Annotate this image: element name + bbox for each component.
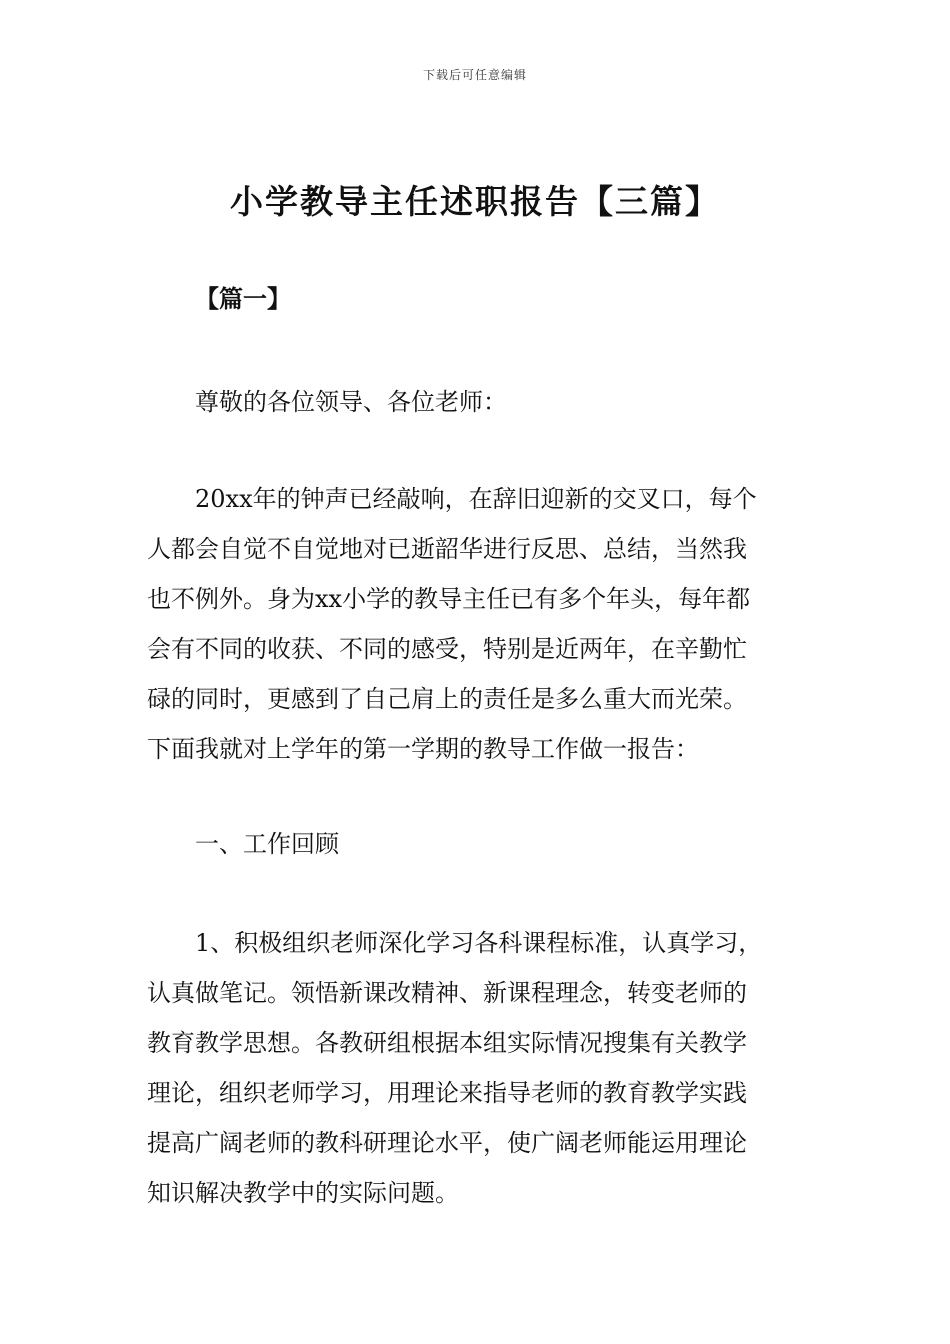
paragraph-line: 也不例外。身为xx小学的教导主任已有多个年头，每年都 [147,585,751,613]
paragraph-line: 20xx年的钟声已经敲响，在辞旧迎新的交叉口，每个 [195,485,757,513]
greeting: 尊敬的各位领导、各位老师： [195,388,507,416]
paragraph-line: 理论，组织老师学习，用理论来指导老师的教育教学实践 [147,1079,747,1107]
paragraph-line: 教育教学思想。各教研组根据本组实际情况搜集有关教学 [147,1029,747,1057]
paragraph-line: 碌的同时，更感到了自己肩上的责任是多么重大而光荣。 [147,685,747,713]
paragraph-line: 人都会自觉不自觉地对已逝韶华进行反思、总结，当然我 [147,535,747,563]
paragraph-2 [147,918,807,1218]
header-note: 下载后可任意编辑 [422,68,527,82]
paragraph-line: 提高广阔老师的教科研理论水平，使广阔老师能运用理论 [147,1129,747,1157]
paragraph-1 [147,474,807,774]
paragraph-line: 认真做笔记。领悟新课改精神、新课程理念，转变老师的 [147,979,747,1007]
paragraph-line: 会有不同的收获、不同的感受，特别是近两年，在辛勤忙 [147,635,747,663]
section-label: 【篇一】 [195,285,291,313]
paragraph-line: 知识解决教学中的实际问题。 [147,1179,459,1207]
paragraph-line: 1、积极组织老师深化学习各科课程标准，认真学习， [195,929,763,957]
section-heading: 一、工作回顾 [195,830,339,858]
paragraph-line: 下面我就对上学年的第一学期的教导工作做一报告： [147,735,699,763]
document-title: 小学教导主任述职报告【三篇】 [230,182,720,221]
